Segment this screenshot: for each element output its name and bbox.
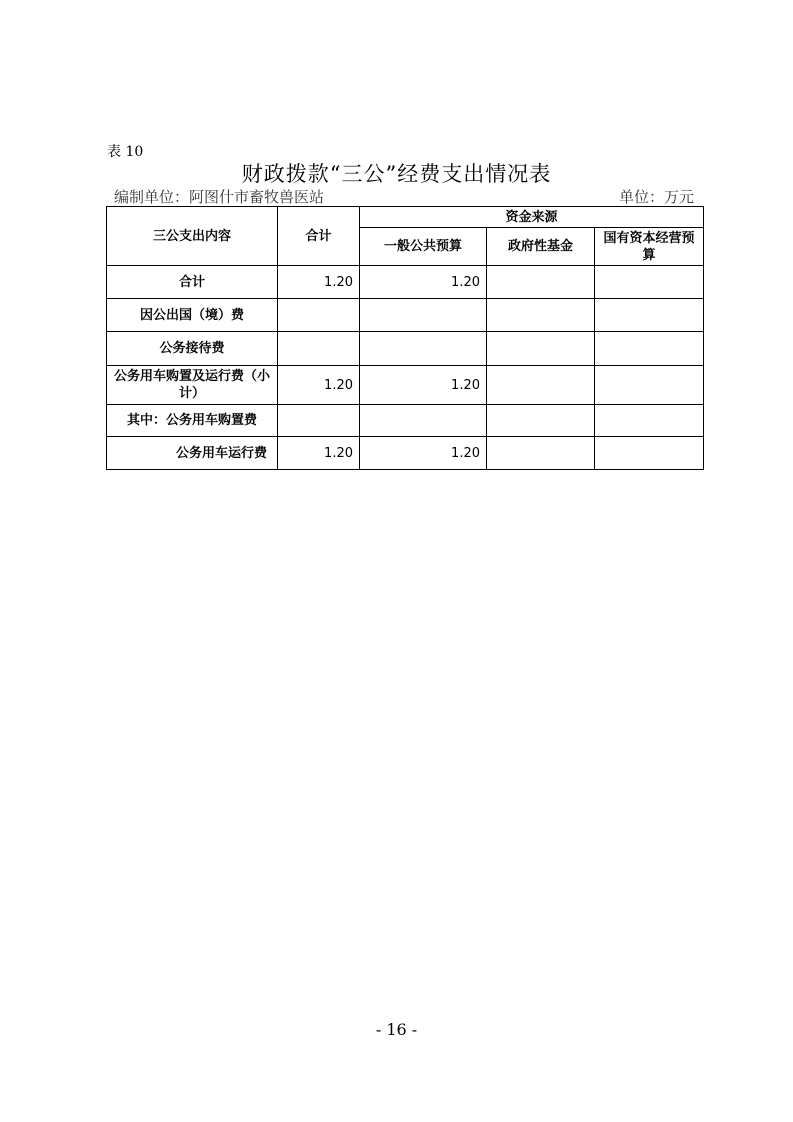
cell-general: 1.20 — [360, 366, 487, 405]
cell-fund — [487, 299, 595, 332]
table-row — [107, 405, 704, 437]
cell-capital — [595, 405, 704, 437]
row-label: 公务用车运行费 — [107, 437, 278, 470]
cell-capital — [595, 332, 704, 366]
three-public-expenses-table — [106, 206, 704, 470]
header-row-1 — [107, 207, 704, 228]
cell-general — [360, 299, 487, 332]
cell-total — [278, 299, 360, 332]
table-number: 表 10 — [107, 144, 144, 160]
row-label: 公务用车购置及运行费（小计） — [107, 366, 278, 405]
header-total: 合计 — [278, 207, 360, 266]
cell-capital — [595, 299, 704, 332]
header-state-capital: 国有资本经营预算 — [595, 228, 704, 266]
cell-fund — [487, 266, 595, 299]
row-label: 因公出国（境）费 — [107, 299, 278, 332]
row-label: 合计 — [107, 266, 278, 299]
header-source-group: 资金来源 — [360, 207, 704, 228]
cell-total: 1.20 — [278, 266, 360, 299]
document-title: 财政拨款“三公”经费支出情况表 — [241, 162, 552, 186]
cell-total: 1.20 — [278, 437, 360, 470]
cell-fund — [487, 405, 595, 437]
table-row — [107, 437, 704, 470]
reporting-unit: 编制单位：阿图什市畜牧兽医站 — [114, 188, 325, 206]
row-label: 其中：公务用车购置费 — [107, 405, 278, 437]
cell-fund — [487, 366, 595, 405]
header-item: 三公支出内容 — [107, 207, 278, 266]
cell-capital — [595, 266, 704, 299]
cell-total: 1.20 — [278, 366, 360, 405]
table-row — [107, 366, 704, 405]
cell-general — [360, 405, 487, 437]
cell-general: 1.20 — [360, 266, 487, 299]
cell-fund — [487, 332, 595, 366]
cell-general — [360, 332, 487, 366]
table-row — [107, 332, 704, 366]
cell-total — [278, 405, 360, 437]
cell-fund — [487, 437, 595, 470]
currency-unit: 单位：万元 — [618, 188, 694, 206]
page-number: - 16 - — [375, 1020, 418, 1039]
table-row — [107, 266, 704, 299]
cell-total — [278, 332, 360, 366]
table-row — [107, 299, 704, 332]
row-label: 公务接待费 — [107, 332, 278, 366]
header-gov-fund: 政府性基金 — [487, 228, 595, 266]
cell-general: 1.20 — [360, 437, 487, 470]
header-general-budget: 一般公共预算 — [360, 228, 487, 266]
cell-capital — [595, 437, 704, 470]
cell-capital — [595, 366, 704, 405]
